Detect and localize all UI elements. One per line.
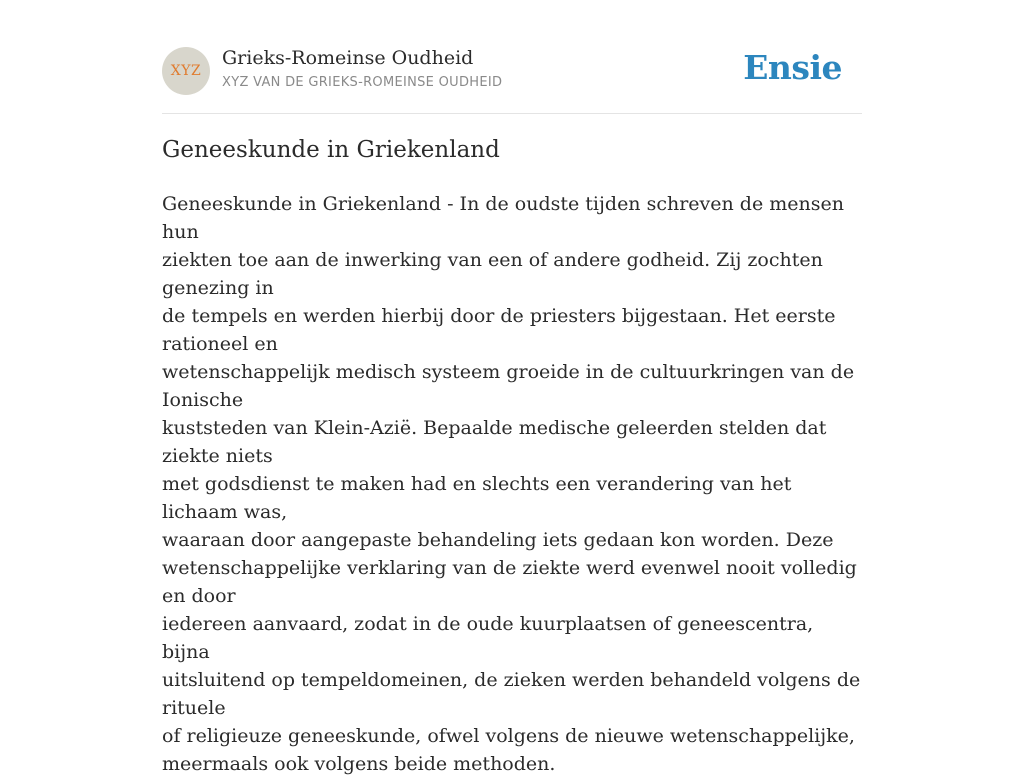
article-line: kuststeden van Klein-Azië. Bepaalde medische geleerden stelden dat ziekte niets — [162, 417, 827, 467]
article-line: wetenschappelijke verklaring van de ziekte werd evenwel nooit volledig en door — [162, 557, 857, 607]
article-line: ziekten toe aan de inwerking van een of andere godheid. Zij zochten genezing in — [162, 249, 823, 299]
article-line: de tempels en werden hierbij door de priesters bijgestaan. Het eerste rationeel en — [162, 305, 836, 355]
article-line: wetenschappelijk medisch systeem groeide in de cultuurkringen van de Ionische — [162, 361, 855, 411]
author-avatar[interactable]: XYZ — [162, 47, 210, 95]
header-divider — [162, 113, 862, 114]
author-subtitle: XYZ VAN DE GRIEKS-ROMEINSE OUDHEID — [222, 75, 503, 90]
article-line: meermaals ook volgens beide methoden. — [162, 753, 556, 775]
ensie-logo[interactable]: Ensie — [743, 48, 842, 87]
article-line: of religieuze geneeskunde, ofwel volgens de nieuwe wetenschappelijke, — [162, 725, 855, 747]
article-line: Geneeskunde in Griekenland - In de oudste tijden schreven de mensen hun — [162, 193, 844, 243]
article-line: uitsluitend op tempeldomeinen, de zieken werden behandeld volgens de rituele — [162, 669, 861, 719]
article-line: met godsdienst te maken had en slechts een verandering van het lichaam was, — [162, 473, 792, 523]
article-line: waaraan door aangepaste behandeling iets gedaan kon worden. Deze — [162, 529, 834, 551]
author-name-link[interactable]: Grieks-Romeinse Oudheid — [222, 47, 474, 69]
article-body — [162, 190, 862, 778]
article-line: iedereen aanvaard, zodat in de oude kuurplaatsen of geneescentra, bijna — [162, 613, 814, 663]
author-header — [162, 46, 862, 96]
article-title: Geneeskunde in Griekenland — [162, 137, 500, 163]
